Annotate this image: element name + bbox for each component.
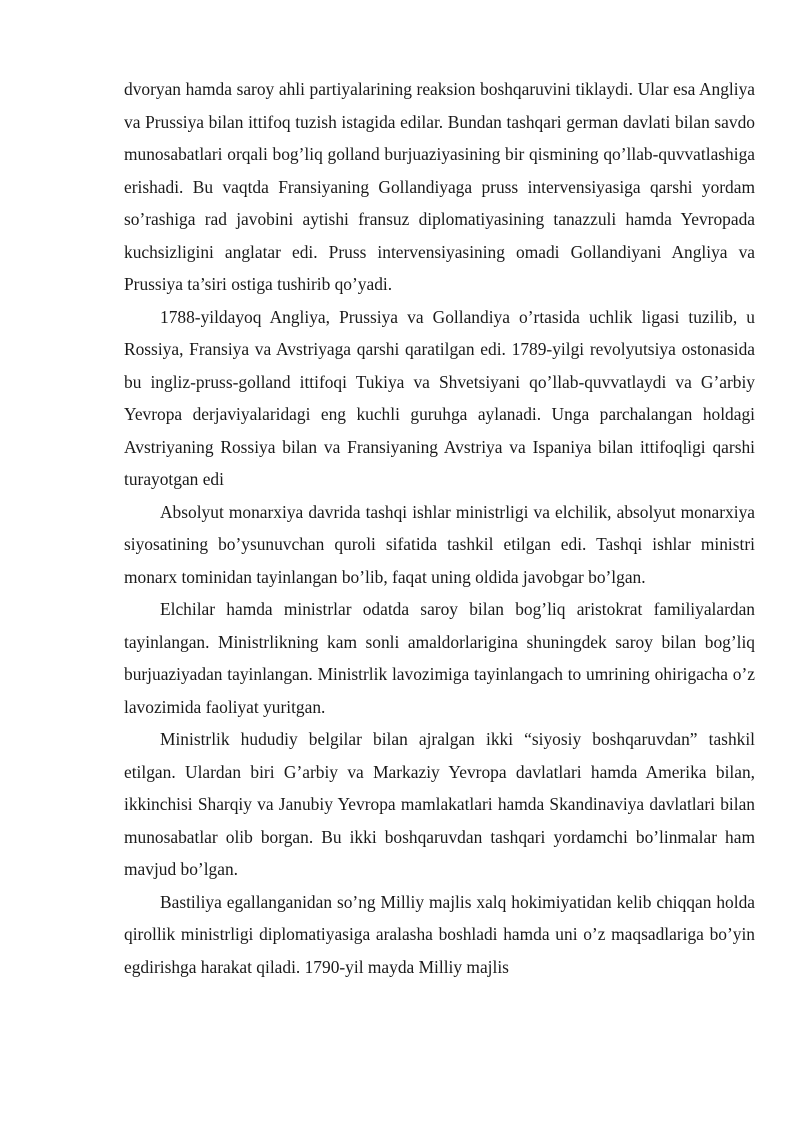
document-page	[124, 73, 755, 983]
paragraph-4: Elchilar hamda ministrlar odatda saroy bilan bog’liq aristokrat familiyalardan tayinlangan. Ministrlikning kam sonli amaldorlarigina shuningdek saroy bilan bog’liq burjuaziyadan tayinlangan. Ministrlik lavozimiga tayinlangach to umrining ohirigacha o’z lavozimida faoliyat yuritgan.	[124, 599, 755, 717]
paragraph-5: Ministrlik hududiy belgilar bilan ajralgan ikki “siyosiy boshqaruvdan” tashkil etilgan. Ulardan biri G’arbiy va Markaziy Yevropa davlatlari hamda Amerika bilan, ikkinchisi Sharqiy va Janubiy Yevropa mamlakatlari hamda Skandinaviya davlatlari bilan munosabatlar olib borgan. Bu ikki boshqaruvdan tashqari yordamchi bo’linmalar ham mavjud bo’lgan.	[124, 729, 755, 879]
paragraph-6: Bastiliya egallanganidan so’ng Milliy majlis xalq hokimiyatidan kelib chiqqan holda qirollik ministrligi diplomatiyasiga aralasha boshladi hamda uni o’z maqsadlariga bo’yin egdirishga harakat qiladi. 1790-yil mayda Milliy majlis	[124, 891, 755, 977]
paragraph-3: Absolyut monarxiya davrida tashqi ishlar ministrligi va elchilik, absolyut monarxiya siyosatining bo’ysunuvchan quroli sifatida tashkil etilgan edi. Tashqi ishlar ministri monarx tominidan tayinlangan bo’lib, faqat uning oldida javobgar bo’lgan.	[124, 501, 755, 587]
paragraph-2: 1788-yildayoq Angliya, Prussiya va Gollandiya o’rtasida uchlik ligasi tuzilib, u Rossiya, Fransiya va Avstriyaga qarshi qaratilgan edi. 1789-yilgi revolyutsiya ostonasida bu ingliz-pruss-golland ittifoqi Tukiya va Shvetsiyani qo’llab-quvvatlaydi va G’arbiy Yevropa derjaviyalaridagi eng kuchli guruhga aylanadi. Unga parchalangan holdagi Avstriyaning Rossiya bilan va Fransiyaning Avstriya va Ispaniya bilan ittifoqligi qarshi turayotgan edi	[124, 306, 755, 489]
paragraph-1: dvoryan hamda saroy ahli partiyalarining reaksion boshqaruvini tiklaydi. Ular esa Angliya va Prussiya bilan ittifoq tuzish istagida edilar. Bundan tashqari german davlati bilan savdo munosabatlari orqali bog’liq golland burjuaziyasining bir qismining qo’llab-quvvatlashiga erishadi. Bu vaqtda Fransiyaning Gollandiyaga pruss intervensiyasiga qarshi yordam so’rashiga rad javobini aytishi fransuz diplomatiyasining tanazzuli hamda Yevropada kuchsizligini anglatar edi. Pruss intervensiyasining omadi Gollandiyani Angliya va Prussiya ta’siri ostiga tushirib qo’yadi.	[124, 79, 755, 294]
